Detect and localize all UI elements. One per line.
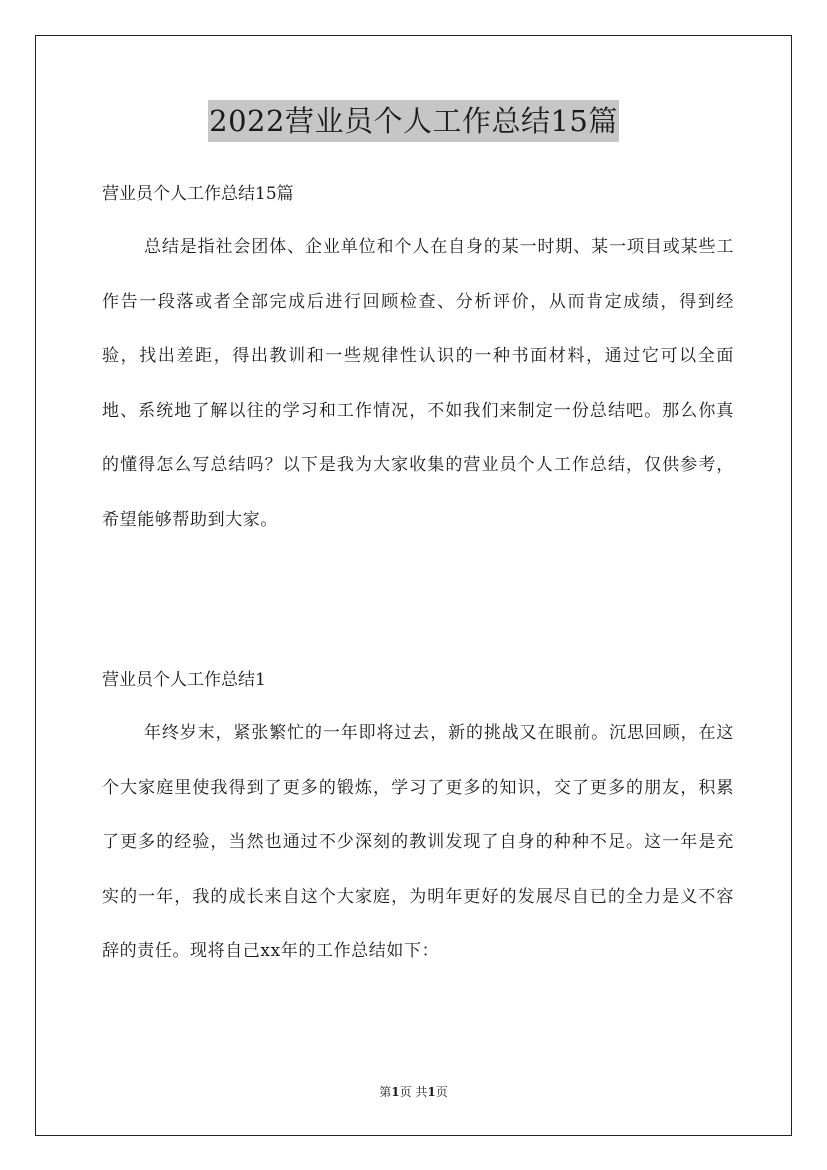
footer-page-prefix: 第 [379,1085,392,1099]
footer-page-current: 1 [391,1085,400,1099]
intro-paragraph: 总结是指社会团体、企业单位和个人在自身的某一时期、某一项目或某些工作告一段落或者全部完成后进行回顾检查、分析评价，从而肯定成绩，得到经验，找出差距，得出教训和一些规律性认识的一种书面材料，通过它可以全面地、系统地了解以往的学习和工作情况，不如我们来制定一份总结吧。那么你真的懂得怎么写总结吗？以下是我为大家收集的营业员个人工作总结，仅供参考，希望能够帮助到大家。 [102,237,734,530]
page-footer [0,1083,827,1101]
footer-page-total: 1 [427,1085,436,1099]
document-subtitle: 营业员个人工作总结15篇 [102,184,294,204]
footer-page-mid: 页 共 [399,1085,428,1099]
section-1-paragraph: 年终岁末，紧张繁忙的一年即将过去，新的挑战又在眼前。沉思回顾，在这个大家庭里使我得到了更多的锻炼，学习了更多的知识，交了更多的朋友，积累了更多的经验，当然也通过不少深刻的教训发现了自身的种种不足。这一年是充实的一年，我的成长来自这个大家庭，为明年更好的发展尽自已的全力是义不容辞的责任。现将自己xx年的工作总结如下： [102,723,734,961]
document-title-text: 2022营业员个人工作总结15篇 [208,100,619,142]
document-title [0,100,827,142]
footer-page-suffix: 页 [435,1085,448,1099]
section-1-title: 营业员个人工作总结1 [102,670,266,690]
